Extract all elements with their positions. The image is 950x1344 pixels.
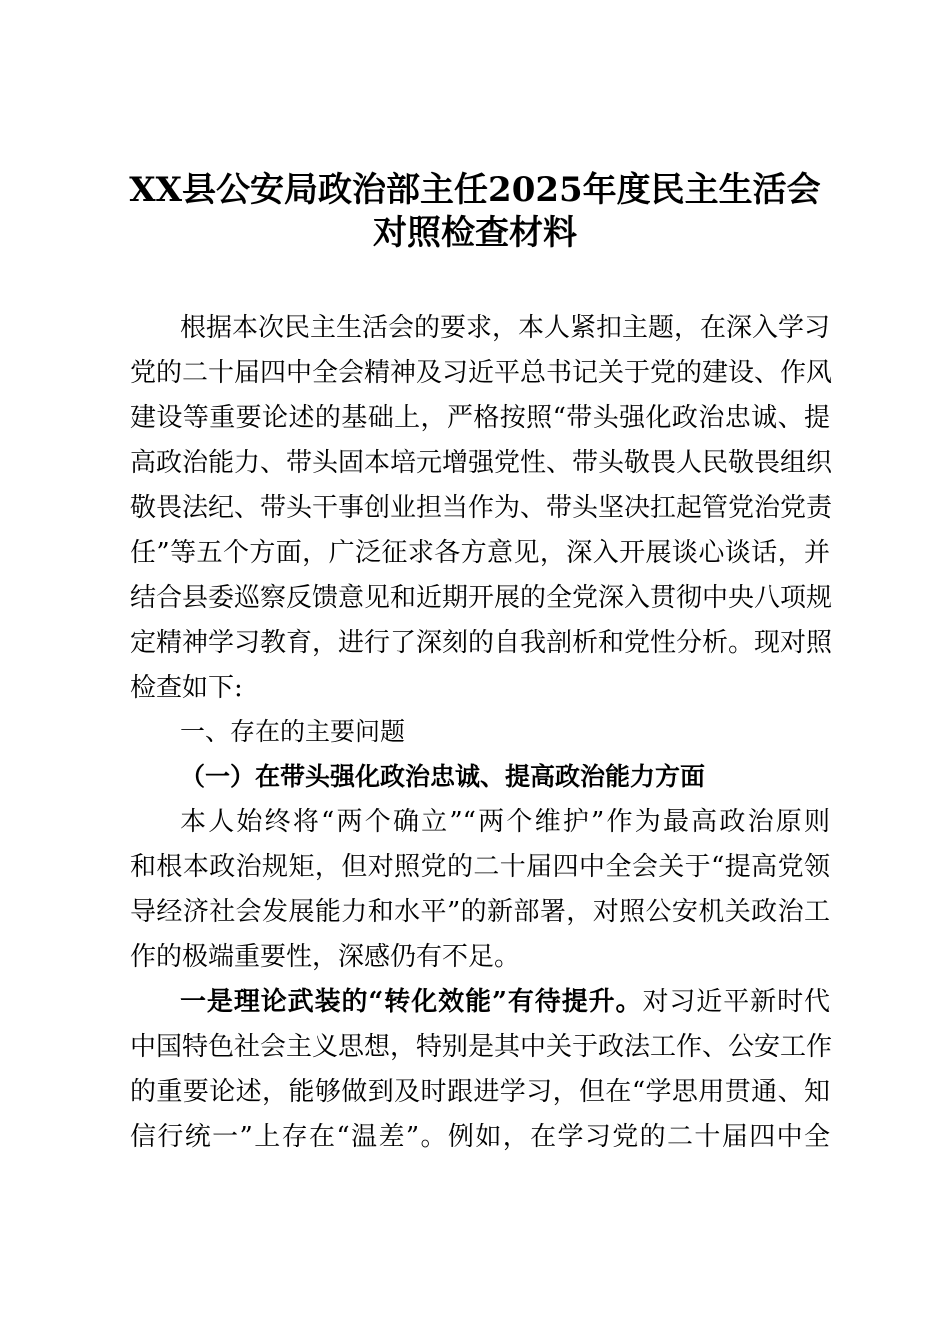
intro-line: 检查如下: [130, 673, 243, 703]
section-heading: 一、存在的主要问题 [180, 717, 406, 746]
paragraph-line: 本人始终将“两个确立”“两个维护”作为最高政治原则 [180, 807, 830, 837]
intro-line: 建设等重要论述的基础上，严格按照“带头强化政治忠诚、提 [130, 403, 830, 433]
intro-line: 根据本次民主生活会的要求，本人紧扣主题，在深入学习 [180, 313, 831, 343]
paragraph-line: 的重要论述，能够做到及时跟进学习，但在“学思用贯通、知 [130, 1077, 830, 1107]
intro-line: 定精神学习教育，进行了深刻的自我剖析和党性分析。现对照 [130, 628, 833, 658]
intro-line: 任”等五个方面，广泛征求各方意见，深入开展谈心谈话，并 [130, 538, 830, 568]
paragraph-line: 信行统一”上存在“温差”。例如，在学习党的二十届四中全 [130, 1122, 830, 1152]
point-text: 对习近平新时代 [642, 987, 830, 1017]
paragraph-line: 中国特色社会主义思想，特别是其中关于政法工作、公安工作 [130, 1032, 833, 1062]
subsection-heading: （一）在带头强化政治忠诚、提高政治能力方面 [180, 762, 706, 791]
intro-line: 敬畏法纪、带头干事创业担当作为、带头坚决扛起管党治党责 [130, 493, 833, 523]
document-title-line-2: 对照检查材料 [373, 213, 577, 253]
paragraph-line: 和根本政治规矩，但对照党的二十届四中全会关于“提高党领 [130, 852, 830, 882]
paragraph-line: 导经济社会发展能力和水平”的新部署，对照公安机关政治工 [130, 897, 830, 927]
intro-line: 党的二十届四中全会精神及习近平总书记关于党的建设、作风 [130, 358, 833, 388]
document-title-line-1: XX县公安局政治部主任2025年度民主生活会 [129, 170, 821, 210]
point-lead: 一是理论武装的“转化效能”有待提升。 [180, 987, 643, 1017]
paragraph-line: 作的极端重要性，深感仍有不足。 [130, 942, 521, 972]
paragraph-line [180, 982, 830, 1022]
intro-line: 结合县委巡察反馈意见和近期开展的全党深入贯彻中央八项规 [130, 583, 833, 613]
intro-line: 高政治能力、带头固本培元增强党性、带头敬畏人民敬畏组织 [130, 448, 833, 478]
